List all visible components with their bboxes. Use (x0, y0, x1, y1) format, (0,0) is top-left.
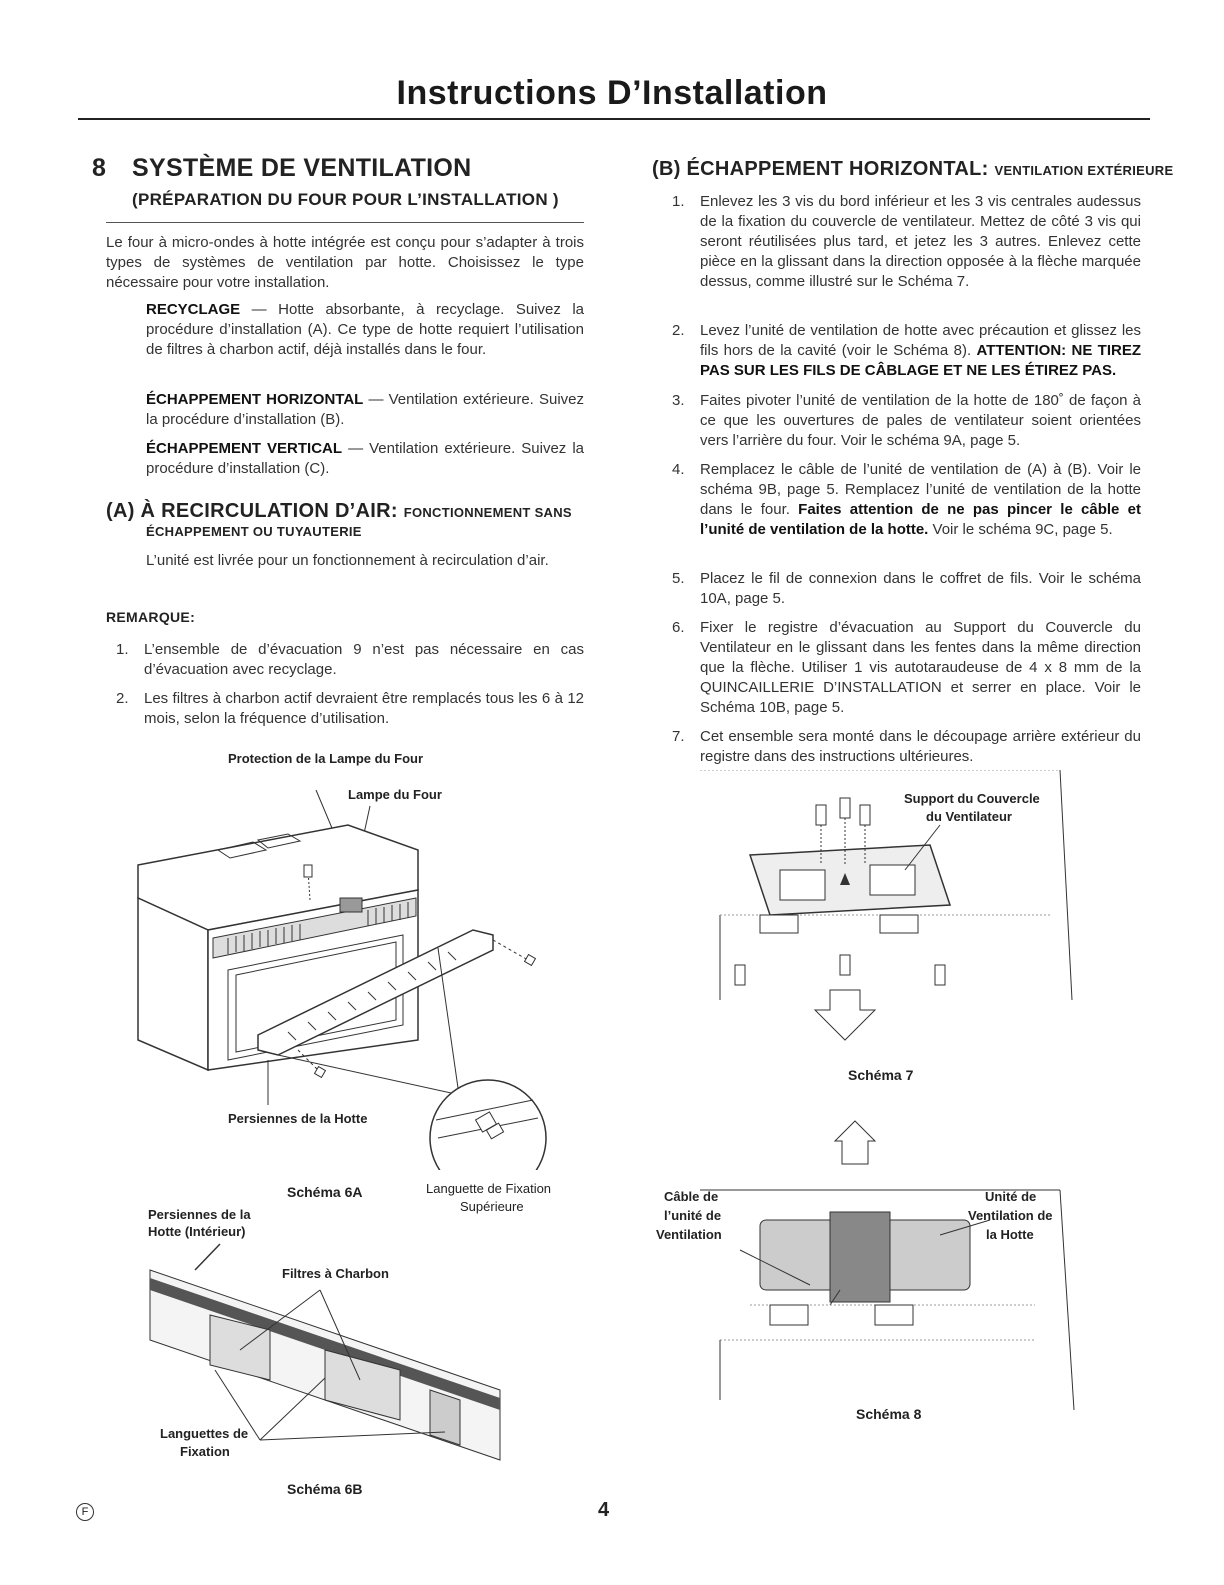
fan-cover-diagram (690, 770, 1090, 1050)
label-cable-3: Ventilation (656, 1227, 722, 1242)
label-filtres-charbon: Filtres à Charbon (282, 1266, 389, 1281)
fig8-caption: Schéma 8 (856, 1406, 922, 1422)
section-a-small: FONCTIONNEMENT SANS (403, 505, 572, 520)
note-text: Les filtres à charbon actif devraient être remplacés tous les 6 à 12 mois, selon la fréquence d’utilisation. (144, 690, 584, 727)
fig6a-caption: Schéma 6A (287, 1184, 363, 1200)
label-cable: Câble de (664, 1189, 719, 1204)
step-number: 2. (672, 322, 685, 339)
label-unite-3: la Hotte (986, 1227, 1034, 1242)
page-title: Instructions D’Installation (396, 74, 828, 112)
section-a-title (106, 500, 572, 523)
label-languettes-2: Fixation (180, 1444, 230, 1459)
step-warning: Faites attention de ne pas pincer le câble et l’unité de ventilation de la hotte. (700, 501, 1141, 538)
type-text: — Hotte absorbante, à recyclage. Suivez la procédure d’installation (A). Ce type de hotte requiert l’utilisation de filtres à charbon actif, déjà installés dans le four. (146, 301, 584, 358)
section-title: SYSTÈME DE VENTILATION (132, 154, 472, 182)
label-languettes: Languettes de (160, 1426, 249, 1441)
type-horizontal (146, 390, 584, 430)
step-text (700, 321, 1141, 381)
label-languette: Languette de Fixation (426, 1181, 552, 1196)
label-languette-2: Supérieure (460, 1199, 524, 1214)
note-number: 1. (116, 641, 129, 658)
note-number: 2. (116, 690, 129, 707)
page-number: 4 (598, 1499, 610, 1521)
type-vertical (146, 439, 584, 479)
step-warning: ATTENTION: NE TIREZ PAS SUR LES FILS DE CÂBLAGE ET NE LES ÉTIREZ PAS. (700, 342, 1141, 379)
step-text: Cet ensemble sera monté dans le découpage arrière extérieur du registre dans des instructions ultérieures. (700, 728, 1141, 765)
section-b-small: VENTILATION EXTÉRIEURE (994, 163, 1174, 178)
step-text-main: Levez l’unité de ventilation de hotte avec précaution et glissez les fils hors de la cavité (voir le Schéma 8). (700, 322, 1141, 359)
section-a-small2: ÉCHAPPEMENT OU TUYAUTERIE (146, 524, 362, 539)
type-label: RECYCLAGE (146, 301, 241, 318)
section-divider (106, 222, 584, 223)
step-text: Fixer le registre d’évacuation au Support du Couvercle du Ventilateur en le glissant dans les fentes dans la même direction que la flèche. Utiliser 1 vis autotaraudeuse de 4 x 8 mm de la QUINCAILLERIE D’INSTALLATION et serrer en place. Voir le Schéma 10B, page 5. (700, 619, 1141, 716)
type-text: — Ventilation extérieure. Suivez la procédure d’installation (C). (146, 440, 584, 477)
step-text (700, 460, 1141, 540)
intro-paragraph: Le four à micro-ondes à hotte intégrée est conçu pour s’adapter à trois types de systèmes de ventilation par hotte. Choisissez le type nécessaire pour votre installation. (106, 234, 584, 291)
fig6b-caption: Schéma 6B (287, 1481, 363, 1497)
type-label: ÉCHAPPEMENT VERTICAL (146, 440, 343, 457)
step-text: Enlevez les 3 vis du bord inférieur et les 3 vis centrales audessus de la fixation du couvercle de ventilateur. Mettez de côté 3 vis qui seront réutilisées plus tard, et jetez les 3 autres. Enlevez cette pièce en la glissant dans la direction opposée à la flèche marquée dessus, comme illustré sur le Schéma 7. (700, 193, 1141, 290)
type-text: — Ventilation extérieure. Suivez la procédure d’installation (B). (146, 391, 584, 428)
step-number: 6. (672, 619, 685, 636)
label-persiennes-hotte: Persiennes de la Hotte (228, 1111, 368, 1126)
step-number: 4. (672, 461, 685, 478)
label-persiennes-interieur-2: Hotte (Intérieur) (148, 1224, 246, 1239)
section-subtitle: (PRÉPARATION DU FOUR POUR L’INSTALLATION ) (132, 190, 559, 209)
label-cable-2: l’unité de (664, 1208, 722, 1223)
step-text-main: Remplacez le câble de l’unité de ventilation de (A) à (B). Voir le schéma 9B, page 5. Remplacez l’unité de ventilation de la hotte dans le four. (700, 461, 1141, 518)
label-unite: Unité de (985, 1189, 1037, 1204)
label-support-2: du Ventilateur (926, 809, 1012, 824)
label-support: Support du Couvercle (904, 791, 1040, 806)
fan-unit-diagram (690, 1120, 1090, 1450)
label-protection-lampe: Protection de la Lampe du Four (228, 751, 424, 766)
label-persiennes-interieur: Persiennes de la (148, 1207, 251, 1222)
remarque-heading: REMARQUE: (106, 609, 196, 625)
section-a-heading: (A) À RECIRCULATION D’AIR: (106, 500, 398, 522)
label-lampe-four: Lampe du Four (348, 787, 442, 802)
section-b-title (652, 158, 1173, 181)
fig7-caption: Schéma 7 (848, 1067, 914, 1083)
label-unite-2: Ventilation de (968, 1208, 1053, 1223)
step-text-after: Voir le schéma 9C, page 5. (928, 521, 1113, 538)
step-number: 5. (672, 570, 685, 587)
note-text: L’ensemble de d’évacuation 9 n’est pas nécessaire en cas d’évacuation avec recyclage. (144, 641, 584, 678)
section-number: 8 (92, 154, 107, 182)
step-number: 3. (672, 392, 685, 409)
type-label: ÉCHAPPEMENT HORIZONTAL (146, 391, 364, 408)
section-a-text: L’unité est livrée pour un fonctionnement à recirculation d’air. (146, 552, 549, 569)
language-mark: F (76, 1503, 94, 1521)
step-text: Placez le fil de connexion dans le coffret de fils. Voir le schéma 10A, page 5. (700, 570, 1141, 607)
step-number: 1. (672, 193, 685, 210)
title-divider (78, 118, 1150, 120)
step-text: Faites pivoter l’unité de ventilation de la hotte de 180˚ de façon à ce que les ouvertures de pales de ventilateur soient orientées vers l’arrière du four. Voir le schéma 9A, page 5. (700, 392, 1141, 449)
type-recyclage (146, 300, 584, 360)
section-b-heading: (B) ÉCHAPPEMENT HORIZONTAL: (652, 158, 989, 180)
step-number: 7. (672, 728, 685, 745)
